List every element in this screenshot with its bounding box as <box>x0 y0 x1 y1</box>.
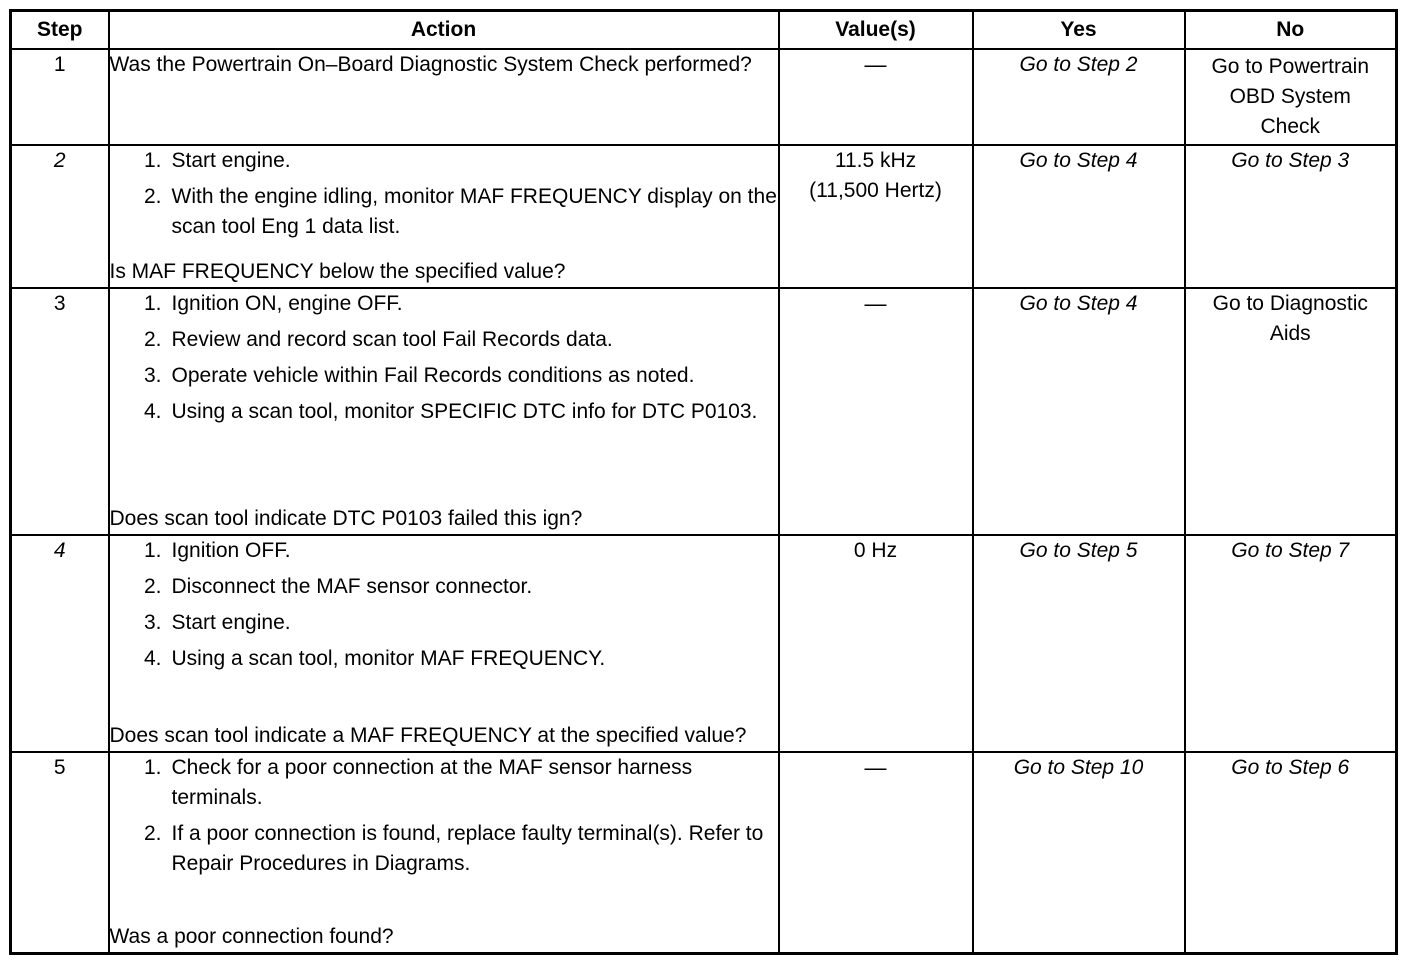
action-cell <box>109 288 779 535</box>
step-number: 4 <box>11 535 109 752</box>
action-step: 1. Check for a poor connection at the MAF sensor harness terminals. <box>143 756 693 810</box>
header-step: Step <box>11 11 109 50</box>
table-row <box>11 49 1397 145</box>
value-cell: 11.5 kHz (11,500 Hertz) <box>779 145 973 288</box>
header-action: Action <box>109 11 779 50</box>
yes-link: Go to Step 2 <box>1019 53 1138 76</box>
step-number: 5 <box>11 752 109 953</box>
action-steps <box>110 536 778 680</box>
no-cell <box>1185 288 1397 535</box>
action-step: 1. Ignition ON, engine OFF. <box>143 292 403 316</box>
value-cell: 0 Hz <box>779 535 973 752</box>
yes-cell <box>973 535 1185 752</box>
step-number: 2 <box>11 145 109 288</box>
action-question: Does scan tool indicate a MAF FREQUENCY at the specified value? <box>109 724 747 748</box>
no-cell <box>1185 49 1397 145</box>
no-cell <box>1185 145 1397 288</box>
diagnostic-table-sheet <box>9 9 1395 955</box>
header-values: Value(s) <box>779 11 973 50</box>
yes-link: Go to Step 5 <box>1019 539 1138 563</box>
no-link: Go to Step 7 <box>1231 539 1350 563</box>
no-link: Go to Diagnostic Aids <box>1212 292 1368 346</box>
table-row <box>11 752 1397 953</box>
header-yes: Yes <box>973 11 1185 50</box>
yes-cell <box>973 49 1185 145</box>
action-step: 1. Ignition OFF. <box>143 539 291 563</box>
action-step: 3. Start engine. <box>143 611 291 635</box>
yes-cell <box>973 752 1185 953</box>
header-no: No <box>1185 11 1397 50</box>
yes-link: Go to Step 4 <box>1019 292 1138 316</box>
action-step: 4. Using a scan tool, monitor MAF FREQUENCY. <box>143 647 606 671</box>
value-cell: — <box>779 752 973 953</box>
table-row <box>11 145 1397 288</box>
action-steps <box>110 146 778 248</box>
yes-cell <box>973 145 1185 288</box>
value-cell: — <box>779 288 973 535</box>
action-step: 1. Start engine. <box>143 149 291 173</box>
action-cell <box>109 145 779 288</box>
value-cell: — <box>779 49 973 145</box>
action-step: 2. Disconnect the MAF sensor connector. <box>143 575 533 599</box>
action-question: Was the Powertrain On–Board Diagnostic System Check performed? <box>109 53 752 76</box>
no-cell <box>1185 752 1397 953</box>
action-cell <box>109 752 779 953</box>
action-steps <box>110 753 778 885</box>
no-link: Go to Powertrain OBD System Check <box>1211 55 1370 138</box>
action-cell <box>109 535 779 752</box>
yes-link: Go to Step 10 <box>1013 756 1144 780</box>
action-cell <box>109 49 779 145</box>
step-number: 3 <box>11 288 109 535</box>
no-link: Go to Step 3 <box>1231 149 1350 173</box>
action-step: 2. With the engine idling, monitor MAF FREQUENCY display on the scan tool Eng 1 data list. <box>143 185 777 239</box>
action-step: 3. Operate vehicle within Fail Records conditions as noted. <box>143 364 695 388</box>
header-row <box>11 11 1397 50</box>
table-row <box>11 535 1397 752</box>
action-steps <box>110 289 778 433</box>
diagnostic-table <box>9 9 1398 955</box>
no-cell <box>1185 535 1397 752</box>
action-question: Was a poor connection found? <box>109 925 394 948</box>
action-step: 2. If a poor connection is found, replace faulty terminal(s). Refer to Repair Procedures in Diagrams. <box>143 822 764 876</box>
action-step: 2. Review and record scan tool Fail Records data. <box>143 328 613 352</box>
action-question: Is MAF FREQUENCY below the specified value? <box>109 260 566 284</box>
no-link: Go to Step 6 <box>1231 756 1350 780</box>
yes-cell <box>973 288 1185 535</box>
step-number: 1 <box>11 49 109 145</box>
table-row <box>11 288 1397 535</box>
action-step: 4. Using a scan tool, monitor SPECIFIC DTC info for DTC P0103. <box>143 400 758 424</box>
action-question: Does scan tool indicate DTC P0103 failed this ign? <box>109 507 583 531</box>
yes-link: Go to Step 4 <box>1019 149 1138 173</box>
